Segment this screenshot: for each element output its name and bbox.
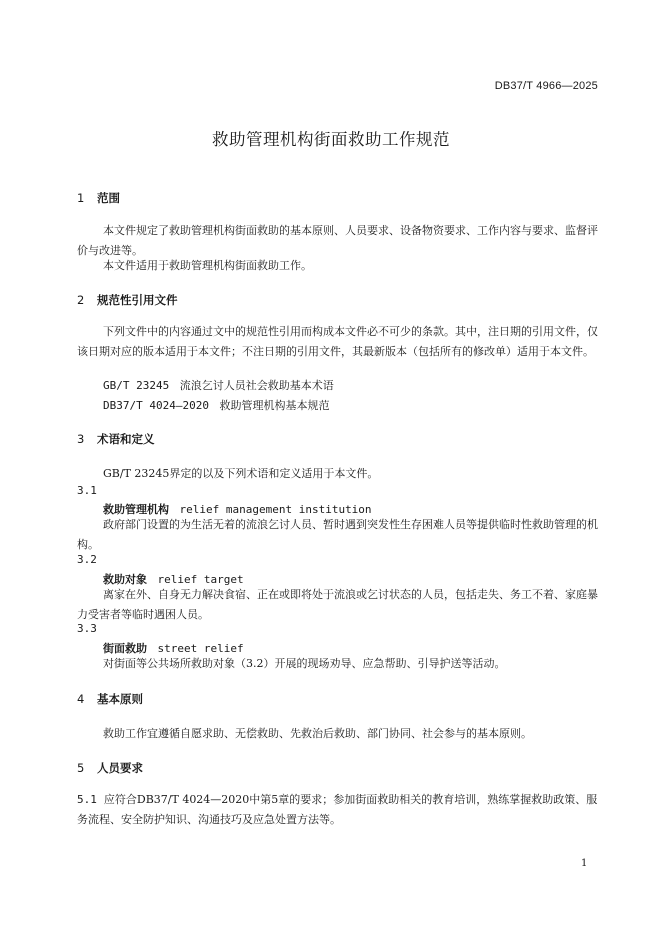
normative-reference: [103, 377, 334, 393]
section-1-paragraph-1: [77, 221, 600, 260]
reference-name: 流浪乞讨人员社会救助基本术语: [179, 379, 334, 392]
section-2-heading: [77, 292, 178, 308]
term-number: 3.1: [77, 484, 97, 497]
section-1-heading: [77, 190, 120, 206]
section-number: 1: [77, 191, 85, 205]
section-4-heading: [77, 691, 143, 707]
normative-reference: [103, 397, 329, 413]
reference-name: 救助管理机构基本规范: [219, 399, 330, 412]
section-title: 规范性引用文件: [97, 293, 178, 307]
section-2-paragraph-1: [77, 322, 600, 361]
paragraph-text: 政府部门设置的为生活无着的流浪乞讨人员、暂时遇到突发性生存困难人员等提供临时性救助管理的机构。: [77, 518, 598, 551]
term-english: relief target: [157, 573, 244, 586]
paragraph-text: 对街面等公共场所救助对象（3.2）开展的现场劝导、应急帮助、引导护送等活动。: [103, 657, 506, 670]
section-4-paragraph-1: 救助工作宜遵循自愿求助、无偿救助、先救治后救助、部门协同、社会参与的基本原则。: [103, 727, 532, 740]
paragraph-text: 本文件规定了救助管理机构街面救助的基本原则、人员要求、设备物资要求、工作内容与要求、监督评价与改进等。: [77, 224, 598, 257]
section-3-intro: GB/T 23245界定的以及下列术语和定义适用于本文件。: [103, 467, 379, 480]
term-english: street relief: [157, 642, 244, 655]
clause-number: 5.1: [77, 793, 97, 806]
section-1-paragraph-2: [77, 256, 600, 276]
page-number: 1: [581, 858, 588, 869]
term-chinese: 救助对象: [103, 573, 147, 586]
term-number: 3.3: [77, 622, 97, 635]
term-number: 3.2: [77, 553, 97, 566]
term-english: relief management institution: [179, 503, 372, 516]
paragraph-text: 本文件适用于救助管理机构街面救助工作。: [103, 259, 312, 272]
term-definition: [77, 515, 600, 554]
section-title: 人员要求: [97, 761, 143, 775]
reference-code: DB37/T 4024—2020: [103, 399, 209, 412]
section-title: 术语和定义: [97, 432, 155, 446]
term-definition: [77, 585, 600, 624]
paragraph-text: 离家在外、自身无力解决食宿、正在或即将处于流浪或乞讨状态的人员，包括走失、务工不着、家庭暴力受害者等临时遇困人员。: [77, 588, 598, 621]
section-number: 3: [77, 432, 85, 446]
section-3-heading: [77, 431, 155, 447]
document-title: 救助管理机构街面救助工作规范: [212, 130, 450, 149]
paragraph-text: 下列文件中的内容通过文中的规范性引用而构成本文件必不可少的条款。其中，注日期的引用文件，仅该日期对应的版本适用于本文件；不注日期的引用文件，其最新版本（包括所有的修改单）适用于本文件。: [77, 325, 598, 358]
section-number: 4: [77, 692, 85, 706]
section-title: 基本原则: [97, 692, 143, 706]
section-number: 2: [77, 293, 85, 307]
section-title: 范围: [97, 191, 120, 205]
term-chinese: 救助管理机构: [103, 503, 169, 516]
standard-code: DB37/T 4966—2025: [494, 80, 598, 92]
clause-5-1: [77, 790, 600, 829]
term-definition: [77, 654, 600, 674]
clause-text: 应符合DB37/T 4024—2020中第5章的要求；参加街面救助相关的教育培训，熟练掌握救助政策、服务流程、安全防护知识、沟通技巧及应急处置方法等。: [77, 793, 598, 826]
section-5-heading: [77, 760, 143, 776]
term-chinese: 街面救助: [103, 642, 147, 655]
reference-code: GB/T 23245: [103, 379, 170, 392]
section-number: 5: [77, 761, 85, 775]
